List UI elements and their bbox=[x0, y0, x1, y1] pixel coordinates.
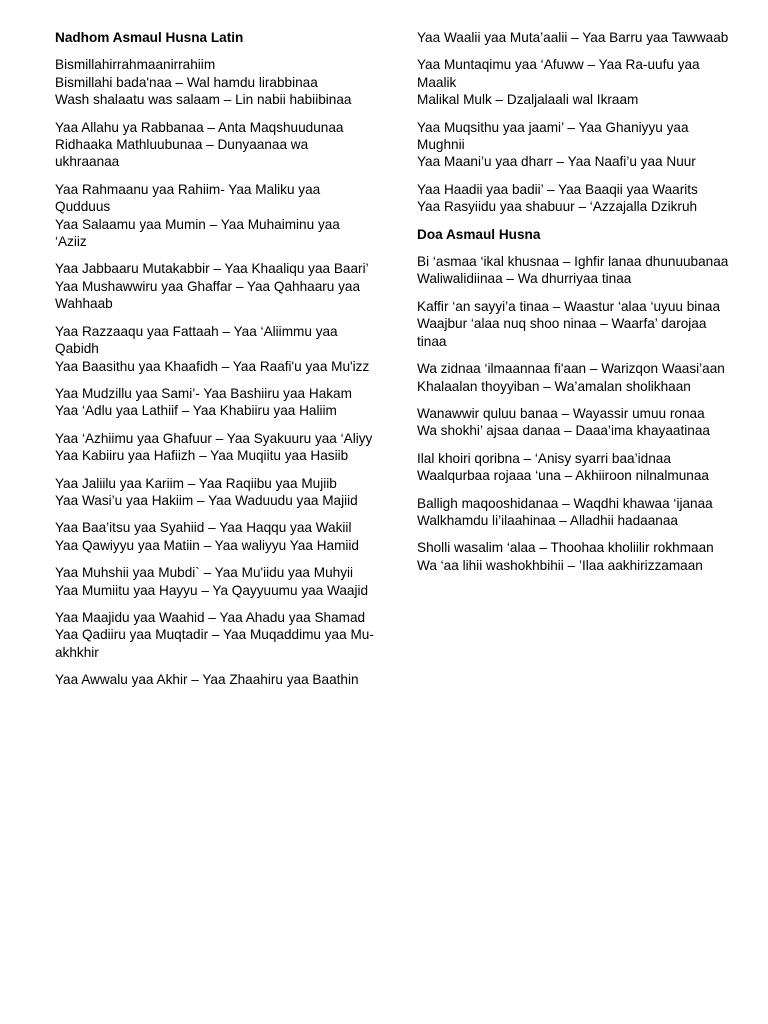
verse-line: Ridhaaka Mathluubunaa – Dunyaanaa wa ukhraanaa bbox=[55, 137, 309, 170]
verse-paragraph bbox=[55, 260, 375, 312]
verse-line: Yaa Muhshii yaa Mubdi` – Yaa Mu'iidu yaa Muhyii bbox=[55, 565, 354, 581]
doa-verses bbox=[417, 253, 737, 574]
verse-paragraph bbox=[417, 298, 737, 350]
verse-line: Yaa Waalii yaa Muta’aalii – Yaa Barru yaa Tawwaab bbox=[417, 30, 729, 45]
verse-line: Yaa Qadiiru yaa Muqtadir – Yaa Muqaddimu yaa Mu-akhkhir bbox=[55, 627, 374, 660]
verse-line: Waajbur ‘alaa nuq shoo ninaa – Waarfa’ darojaa tinaa bbox=[417, 316, 707, 349]
verse-line: Yaa Wasi’u yaa Hakiim – Yaa Waduudu yaa Majiid bbox=[55, 492, 358, 508]
verse-line: Yaa Mushawwiru yaa Ghaffar – Yaa Qahhaaru yaa Wahhaab bbox=[55, 278, 361, 312]
verse-line: Yaa ‘Adlu yaa Lathiif – Yaa Khabiiru yaa Haliim bbox=[55, 403, 337, 419]
verse-line: Yaa Baasithu yaa Khaafidh – Yaa Raafi'u yaa Mu'izz bbox=[55, 358, 370, 374]
verse-line: Wa ‘aa lihii washokhbihii – ’Ilaa aakhirizzamaan bbox=[417, 557, 703, 573]
verse-paragraph bbox=[55, 671, 375, 688]
section-title-doa: Doa Asmaul Husna bbox=[417, 226, 541, 242]
verse-line: Balligh maqooshidanaa – Waqdhi khawaa ‘ijanaa bbox=[417, 495, 713, 511]
verse-paragraph bbox=[417, 181, 737, 216]
verse-line: Yaa Qawiyyu yaa Matiin – Yaa waliyyu Yaa Hamiid bbox=[55, 537, 359, 553]
verse-line: Yaa Kabiiru yaa Hafiizh – Yaa Muqiitu yaa Hasiib bbox=[55, 448, 349, 464]
verse-line: Wa shokhi’ ajsaa danaa – Daaa’ima khayaatinaa bbox=[417, 423, 710, 439]
verse-paragraph bbox=[55, 385, 375, 420]
verse-paragraph bbox=[55, 430, 375, 465]
nadhom-verses bbox=[55, 56, 375, 688]
verse-line: Yaa Allahu ya Rabbanaa – Anta Maqshuudunaa bbox=[55, 119, 344, 135]
verse-paragraph bbox=[417, 119, 737, 171]
verse-paragraph bbox=[55, 181, 375, 251]
verse-paragraph bbox=[55, 564, 375, 599]
verse-paragraph bbox=[417, 539, 737, 574]
verse-line: Wa zidnaa ‘ilmaannaa fi'aan – Warizqon Waasi’aan bbox=[417, 361, 725, 377]
verse-line: Yaa Haadii yaa badii’ – Yaa Baaqii yaa Waarits bbox=[417, 181, 698, 197]
verse-paragraph bbox=[417, 29, 737, 46]
verse-line: Bismillahirrahmaanirrahiim bbox=[55, 57, 216, 73]
verse-line: Yaa Razzaaqu yaa Fattaah – Yaa ‘Aliimmu yaa Qabidh bbox=[55, 323, 338, 357]
verse-paragraph bbox=[417, 56, 737, 108]
verse-line: Waliwalidiinaa – Wa dhurriyaa tinaa bbox=[417, 271, 632, 287]
verse-line: Yaa Muntaqimu yaa ‘Afuww – Yaa Ra-uufu yaa Maalik bbox=[417, 57, 700, 90]
verse-line: Kaffir ‘an sayyi’a tinaa – Waastur ‘alaa ‘uyuu binaa bbox=[417, 298, 721, 314]
verse-line: Bismillahi bada'naa – Wal hamdu lirabbinaa bbox=[55, 74, 318, 90]
verse-line: Yaa Mudzillu yaa Sami’- Yaa Bashiiru yaa Hakam bbox=[55, 385, 352, 401]
verse-paragraph bbox=[55, 323, 375, 375]
verse-line: Wash shalaatu was salaam – Lin nabii habiibinaa bbox=[55, 92, 352, 108]
verse-line: Yaa Awwalu yaa Akhir – Yaa Zhaahiru yaa Baathin bbox=[55, 672, 359, 688]
verse-line: Yaa Muqsithu yaa jaami’ – Yaa Ghaniyyu yaa Mughnii bbox=[417, 119, 689, 153]
verse-paragraph bbox=[55, 519, 375, 554]
verse-line: Yaa Maani’u yaa dharr – Yaa Naafi’u yaa Nuur bbox=[417, 154, 696, 170]
verse-paragraph bbox=[55, 609, 375, 661]
right-column bbox=[417, 29, 737, 584]
verse-paragraph bbox=[417, 253, 737, 288]
verse-line: Yaa Jabbaaru Mutakabbir – Yaa Khaaliqu yaa Baari’ bbox=[55, 261, 369, 277]
verse-line: Yaa Maajidu yaa Waahid – Yaa Ahadu yaa Shamad bbox=[55, 609, 366, 625]
verse-paragraph bbox=[417, 450, 737, 485]
verse-line: Khalaalan thoyyiban – Wa’amalan sholikhaan bbox=[417, 378, 691, 394]
verse-paragraph bbox=[417, 495, 737, 530]
verse-line: Walkhamdu li’ilaahinaa – Alladhii hadaanaa bbox=[417, 512, 678, 528]
verse-line: Yaa ‘Azhiimu yaa Ghafuur – Yaa Syakuuru yaa ‘Aliyy bbox=[55, 430, 373, 446]
verse-paragraph bbox=[55, 119, 375, 171]
verse-paragraph bbox=[55, 475, 375, 510]
verse-line: Wanawwir quluu banaa – Wayassir umuu ronaa bbox=[417, 405, 705, 421]
verse-line: Malikal Mulk – Dzaljalaali wal Ikraam bbox=[417, 92, 639, 108]
verse-paragraph bbox=[417, 360, 737, 395]
verse-line: Yaa Baa’itsu yaa Syahiid – Yaa Haqqu yaa Wakiil bbox=[55, 520, 352, 536]
section-title-nadhom: Nadhom Asmaul Husna Latin bbox=[55, 30, 244, 45]
verse-line: Ilal khoiri qoribna – ‘Anisy syarri baa’idnaa bbox=[417, 450, 671, 466]
nadhom-verses-continued bbox=[417, 29, 737, 216]
verse-paragraph bbox=[55, 56, 375, 108]
verse-line: Sholli wasalim ‘alaa – Thoohaa kholiilir rokhmaan bbox=[417, 540, 714, 556]
left-column bbox=[55, 29, 375, 699]
verse-line: Yaa Rasyiidu yaa shabuur – ‘Azzajalla Dzikruh bbox=[417, 199, 698, 215]
verse-line: Yaa Salaamu yaa Mumin – Yaa Muhaiminu yaa ‘Aziiz bbox=[55, 216, 340, 250]
verse-line: Yaa Jaliilu yaa Kariim – Yaa Raqiibu yaa Mujiib bbox=[55, 475, 337, 491]
verse-paragraph bbox=[417, 405, 737, 440]
verse-line: Bi ‘asmaa ‘ikal khusnaa – Ighfir lanaa dhunuubanaa bbox=[417, 254, 729, 270]
verse-line: Yaa Rahmaanu yaa Rahiim- Yaa Maliku yaa Qudduus bbox=[55, 181, 321, 215]
verse-line: Yaa Mumiitu yaa Hayyu – Ya Qayyuumu yaa Waajid bbox=[55, 582, 369, 598]
verse-line: Waalqurbaa rojaaa ‘una – Akhiiroon nilnalmunaa bbox=[417, 468, 709, 484]
